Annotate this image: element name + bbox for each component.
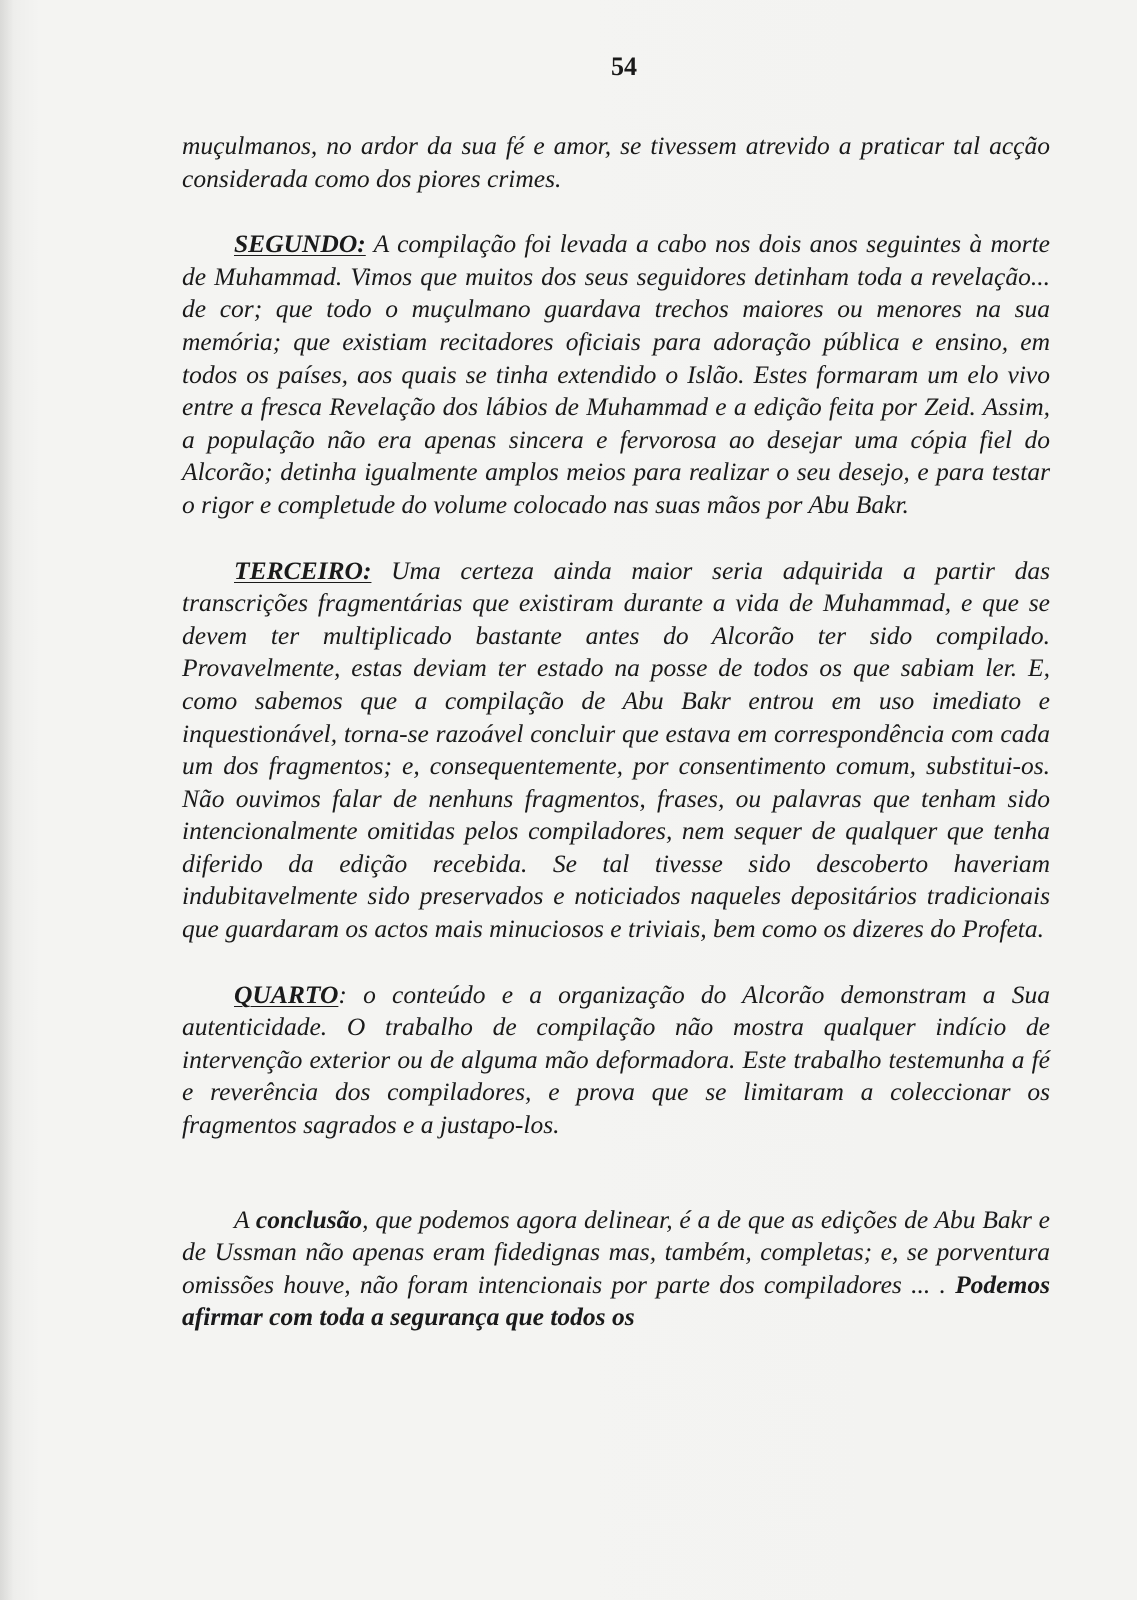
paragraph-text: , que podemos agora delinear, é a de que as edições de Abu Bakr e de Ussman não apenas eram fidedignas mas, também, completas; e, se porventura omissões houve, não foram intencionais por parte dos compiladores ... .: [182, 1204, 1050, 1299]
page-number: 54: [611, 52, 637, 81]
paragraph-heading: TERCEIRO:: [234, 555, 372, 585]
body-text: [182, 130, 1050, 1334]
paragraph-conclusao: [182, 1204, 1050, 1334]
paragraph-segundo: [182, 228, 1050, 521]
paragraph-text: : o conteúdo e a organização do Alcorão demonstram a Sua autenticidade. O trabalho de compilação não mostra qualquer indício de intervenção exterior ou de alguma mão deformadora. Este trabalho testemunha a fé e reverência dos compiladores, e prova que se limitaram a coleccionar os fragmentos sagrados e a justapo-los.: [182, 979, 1050, 1140]
paragraph-text: muçulmanos, no ardor da sua fé e amor, se tivessem atrevido a praticar tal acção considerada como dos piores crimes.: [182, 131, 1050, 193]
paragraph-heading: QUARTO: [234, 979, 339, 1009]
paragraph-heading: SEGUNDO:: [234, 229, 366, 259]
paragraph-continuation: [182, 130, 1050, 195]
emphasis-closing: Podemos afirmar com toda a segurança que todos os: [182, 1269, 1050, 1332]
paragraph-text: Uma certeza ainda maior seria adquirida a partir das transcrições fragmentárias que existiram durante a vida de Muhammad, e que se devem ter multiplicado bastante antes do Alcorão ter sido compilado. Provavelmente, estas deviam ter estado na posse de todos os que sabiam ler. E, como sabemos que a compilação de Abu Bakr entrou em uso imediato e inquestionável, torna-se razoável concluir que estava em correspondência com cada um dos fragmentos; e, consequentemente, por consentimento comum, substitui-os. Não ouvimos falar de nenhuns fragmentos, frases, ou palavras que tenham sido intencionalmente omitidas pelos compiladores, nem sequer de qualquer que tenha diferido da edição recebida. Se tal tivesse sido descoberto haveriam indubitavelmente sido preservados e noticiados naqueles depositários tradicionais que guardaram os actos mais minuciosos e triviais, bem como os dizeres do Profeta.: [182, 555, 1050, 944]
paragraph-text: A compilação foi levada a cabo nos dois anos seguintes à morte de Muhammad. Vimos que muitos dos seus seguidores detinham toda a revelação... de cor; que todo o muçulmano guardava trechos maiores ou menores na sua memória; que existiam recitadores oficiais para adoração pública e ensino, em todos os países, aos quais se tinha extendido o Islão. Estes formaram um elo vivo entre a fresca Revelação dos lábios de Muhammad e a edição feita por Zeid. Assim, a população não era apenas sincera e fervorosa ao desejar uma cópia fiel do Alcorão; detinha igualmente amplos meios para realizar o seu desejo, e para testar o rigor e completude do volume colocado nas suas mãos por Abu Bakr.: [182, 229, 1050, 519]
paragraph-text-start: A: [234, 1204, 256, 1234]
paragraph-quarto: [182, 979, 1050, 1142]
emphasis-conclusao: conclusão: [255, 1204, 363, 1234]
paragraph-terceiro: [182, 555, 1050, 946]
